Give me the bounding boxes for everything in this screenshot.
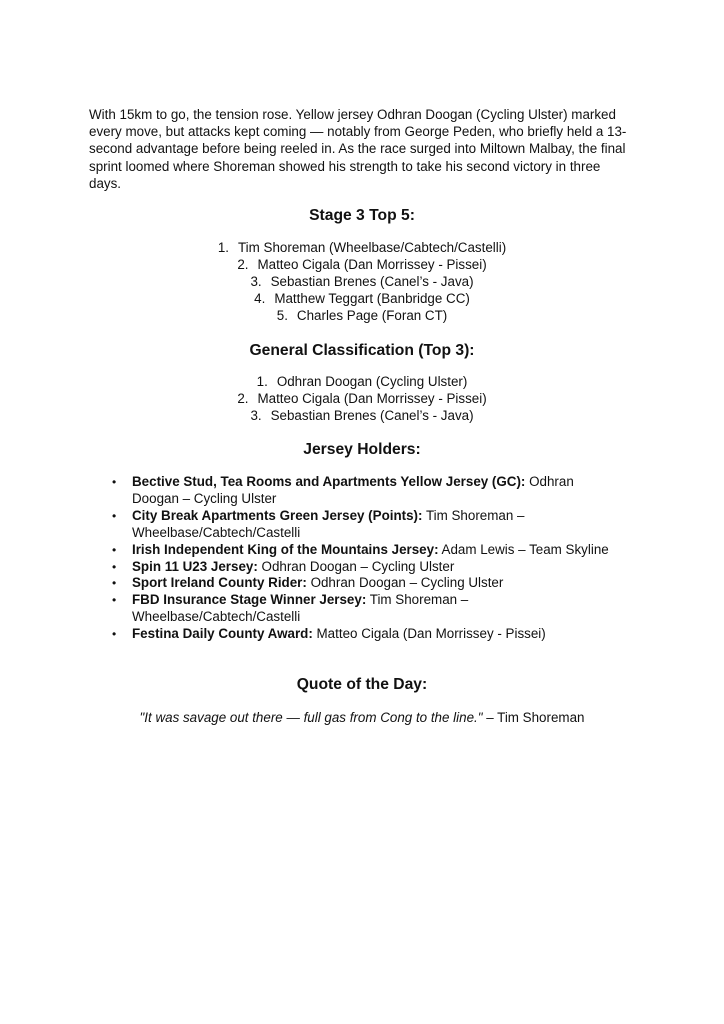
intro-paragraph: With 15km to go, the tension rose. Yellow jersey Odhran Doogan (Cycling Ulster) marked every move, but attacks kept coming — notably from George Peden, who briefly held a 13-second advantage before being reeled in. As the race surged into Miltown Malbay, the final sprint loomed where Shoreman showed his strength to take his second victory in three days. [89,107,627,191]
list-item: • Spin 11 U23 Jersey: Odhran Doogan – Cycling Ulster [112,558,455,574]
quote-attribution: – Tim Shoreman [482,710,585,725]
list-item: 3. Sebastian Brenes (Canel’s - Java) [250,407,474,423]
jersey-holders-list [112,474,622,643]
list-item: • Irish Independent King of the Mountains Jersey: Adam Lewis – Team Skyline [112,541,609,557]
quote-heading: Quote of the Day: [296,676,428,693]
stage-top5-list [0,240,724,325]
bullet-icon: • [112,627,117,642]
list-item: • FBD Insurance Stage Winner Jersey: Tim Shoreman – Wheelbase/Cabtech/Castelli [112,592,469,625]
list-item: • City Break Apartments Green Jersey (Points): Tim Shoreman – Wheelbase/Cabtech/Castelli [112,507,525,540]
list-item: 5. Charles Page (Foran CT) [276,307,448,323]
list-item: 1. Odhran Doogan (Cycling Ulster) [256,374,468,389]
list-item: • Sport Ireland County Rider: Odhran Doogan – Cycling Ulster [112,575,504,591]
quote-line [0,709,724,726]
list-item: • Bective Stud, Tea Rooms and Apartments Yellow Jersey (GC): Odhran Doogan – Cycling Ulster [112,474,574,506]
bullet-icon: • [112,508,117,523]
gc-heading: General Classification (Top 3): [249,342,475,359]
bullet-icon: • [112,542,117,557]
bullet-icon: • [112,559,117,574]
jersey-holders-heading: Jersey Holders: [303,441,421,458]
list-item: 2. Matteo Cigala (Dan Morrissey - Pissei) [237,256,487,272]
bullet-icon: • [112,475,117,489]
bullet-icon: • [112,576,117,591]
list-item: 4. Matthew Teggart (Banbridge CC) [254,290,470,306]
list-item: 3. Sebastian Brenes (Canel’s - Java) [250,273,474,289]
bullet-icon: • [112,593,117,608]
quote-text: "It was savage out there — full gas from Cong to the line." [139,710,483,725]
list-item: • Festina Daily County Award: Matteo Cigala (Dan Morrissey - Pissei) [112,626,546,642]
stage-top5-heading: Stage 3 Top 5: [309,207,415,224]
list-item: 1. Tim Shoreman (Wheelbase/Cabtech/Castelli) [217,240,507,255]
list-item: 2. Matteo Cigala (Dan Morrissey - Pissei) [237,390,487,406]
gc-list [0,374,724,425]
